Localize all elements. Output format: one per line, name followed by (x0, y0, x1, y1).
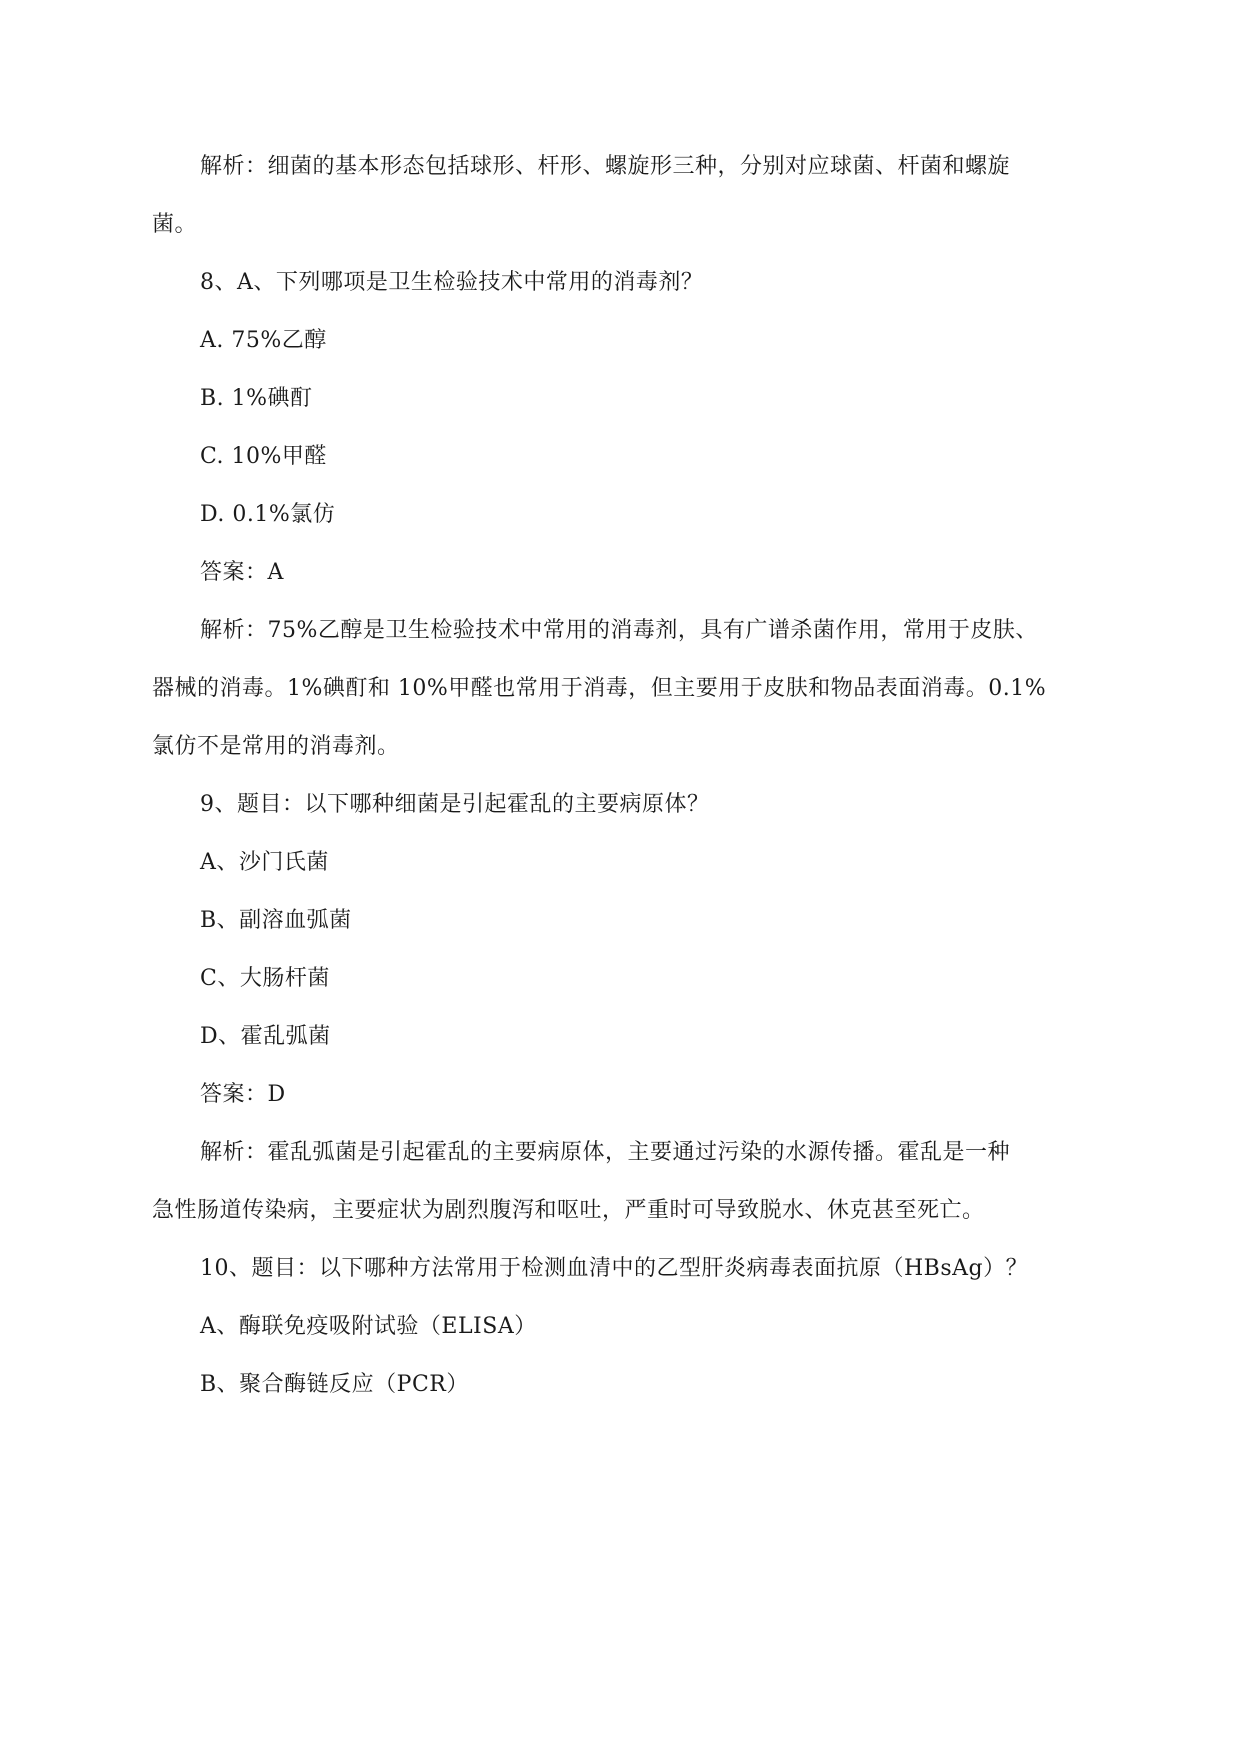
q8-analysis-line: 解析：75%乙醇是卫生检验技术中常用的消毒剂，具有广谱杀菌作用，常用于皮肤、 (200, 618, 1038, 643)
q8-option-b: B. 1%碘酊 (200, 386, 313, 411)
q10-question: 10、题目：以下哪种方法常用于检测血清中的乙型肝炎病毒表面抗原（HBsAg）？ (200, 1256, 1029, 1281)
q8-analysis-line: 氯仿不是常用的消毒剂。 (152, 734, 400, 759)
q8-question: 8、A、下列哪项是卫生检验技术中常用的消毒剂？ (200, 270, 704, 295)
q8-analysis-line: 器械的消毒。1%碘酊和 10%甲醛也常用于消毒，但主要用于皮肤和物品表面消毒。0.1% (152, 676, 1047, 701)
q8-option-a: A. 75%乙醇 (200, 328, 327, 353)
q9-option-d: D、霍乱弧菌 (200, 1024, 331, 1049)
q9-analysis-line: 急性肠道传染病，主要症状为剧烈腹泻和呕吐，严重时可导致脱水、休克甚至死亡。 (152, 1198, 985, 1223)
q7-analysis-line: 菌。 (152, 212, 198, 237)
q8-option-c: C. 10%甲醛 (200, 444, 327, 469)
q9-analysis-line: 解析：霍乱弧菌是引起霍乱的主要病原体，主要通过污染的水源传播。霍乱是一种 (200, 1140, 1011, 1165)
q8-option-d: D. 0.1%氯仿 (200, 502, 336, 527)
q9-option-a: A、沙门氏菌 (200, 850, 329, 875)
q10-option-b: B、聚合酶链反应（PCR） (200, 1372, 469, 1397)
q10-option-a: A、酶联免疫吸附试验（ELISA） (200, 1314, 537, 1339)
q9-option-c: C、大肠杆菌 (200, 966, 330, 991)
q7-analysis-line: 解析：细菌的基本形态包括球形、杆形、螺旋形三种，分别对应球菌、杆菌和螺旋 (200, 154, 1011, 179)
q9-answer: 答案：D (200, 1082, 286, 1107)
q9-question: 9、题目：以下哪种细菌是引起霍乱的主要病原体？ (200, 792, 710, 817)
q8-answer: 答案：A (200, 560, 284, 585)
q9-option-b: B、副溶血弧菌 (200, 908, 352, 933)
